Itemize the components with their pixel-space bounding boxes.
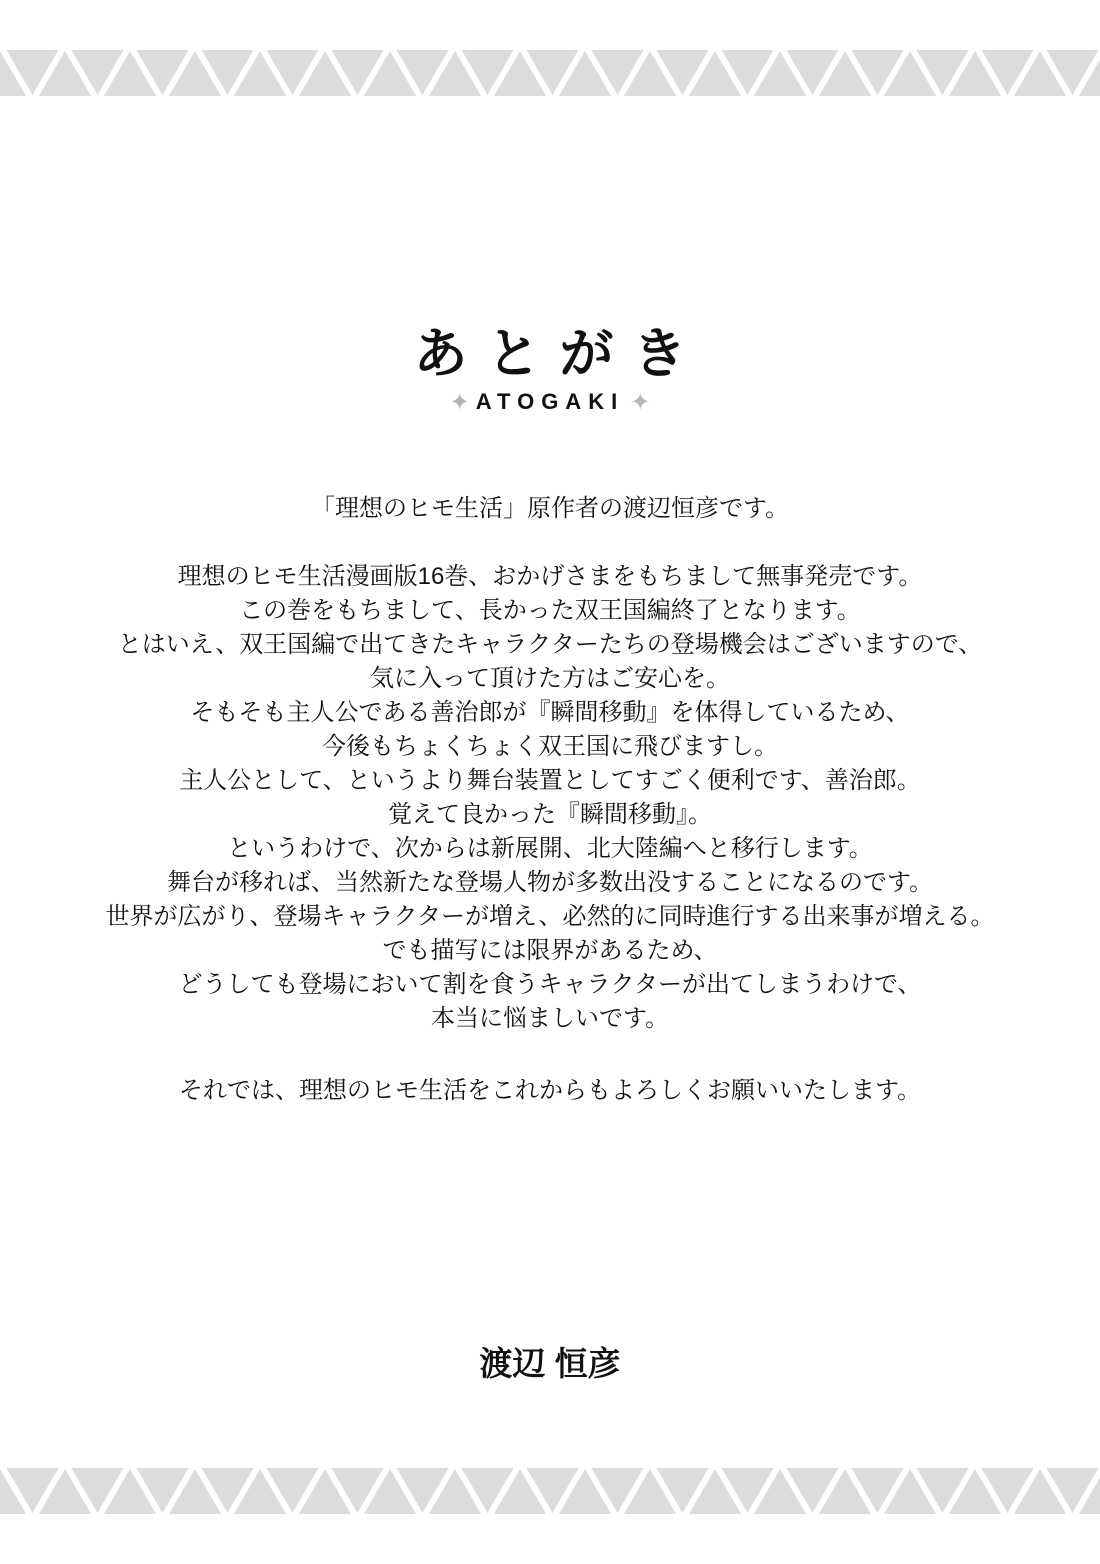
body-line: 今後もちょくちょく双王国に飛びますし。	[322, 733, 778, 760]
body-line: そもそも主人公である善治郎が『瞬間移動』を体得しているため、	[190, 699, 910, 726]
body-line: 理想のヒモ生活漫画版16巻、おかげさまをもちまして無事発売です。	[177, 563, 923, 590]
page-title: あとがき	[413, 324, 706, 384]
intro-line: 「理想のヒモ生活」原作者の渡辺恒彦です。	[310, 495, 790, 522]
body-line: 本当に悩ましいです。	[430, 1005, 670, 1032]
triangle-border-bottom	[0, 1468, 1100, 1514]
triangle-border-top	[0, 50, 1100, 96]
sparkle-icon: ✦	[449, 389, 470, 416]
body-line: でも描写には限界があるため、	[382, 937, 718, 964]
body-line: 覚えて良かった『瞬間移動』。	[388, 801, 712, 828]
author-name: 渡辺 恒彦	[479, 1345, 621, 1382]
body-line: 気に入って頂けた方はご安心を。	[370, 665, 730, 692]
page-subtitle	[0, 388, 1100, 417]
body-text	[0, 560, 1100, 1036]
subtitle-text: ATOGAKI	[475, 389, 625, 414]
body-line: 舞台が移れば、当然新たな登場人物が多数出没することになるのです。	[166, 869, 934, 896]
body-line: というわけで、次からは新展開、北大陸編へと移行します。	[227, 835, 873, 862]
body-line: 世界が広がり、登場キャラクターが増え、必然的に同時進行する出来事が増える。	[105, 903, 995, 930]
body-line: どうしても登場において割を食うキャラクターが出てしまうわけで、	[178, 971, 922, 998]
closing-line: それでは、理想のヒモ生活をこれからもよろしくお願いいたします。	[178, 1077, 922, 1104]
body-line: この巻をもちまして、長かった双王国編終了となります。	[239, 597, 861, 624]
body-line: とはいえ、双王国編で出てきたキャラクターたちの登場機会はございますので、	[117, 631, 983, 658]
sparkle-icon: ✦	[630, 389, 651, 416]
body-line: 主人公として、というより舞台装置としてすごく便利です、善治郎。	[179, 767, 921, 794]
